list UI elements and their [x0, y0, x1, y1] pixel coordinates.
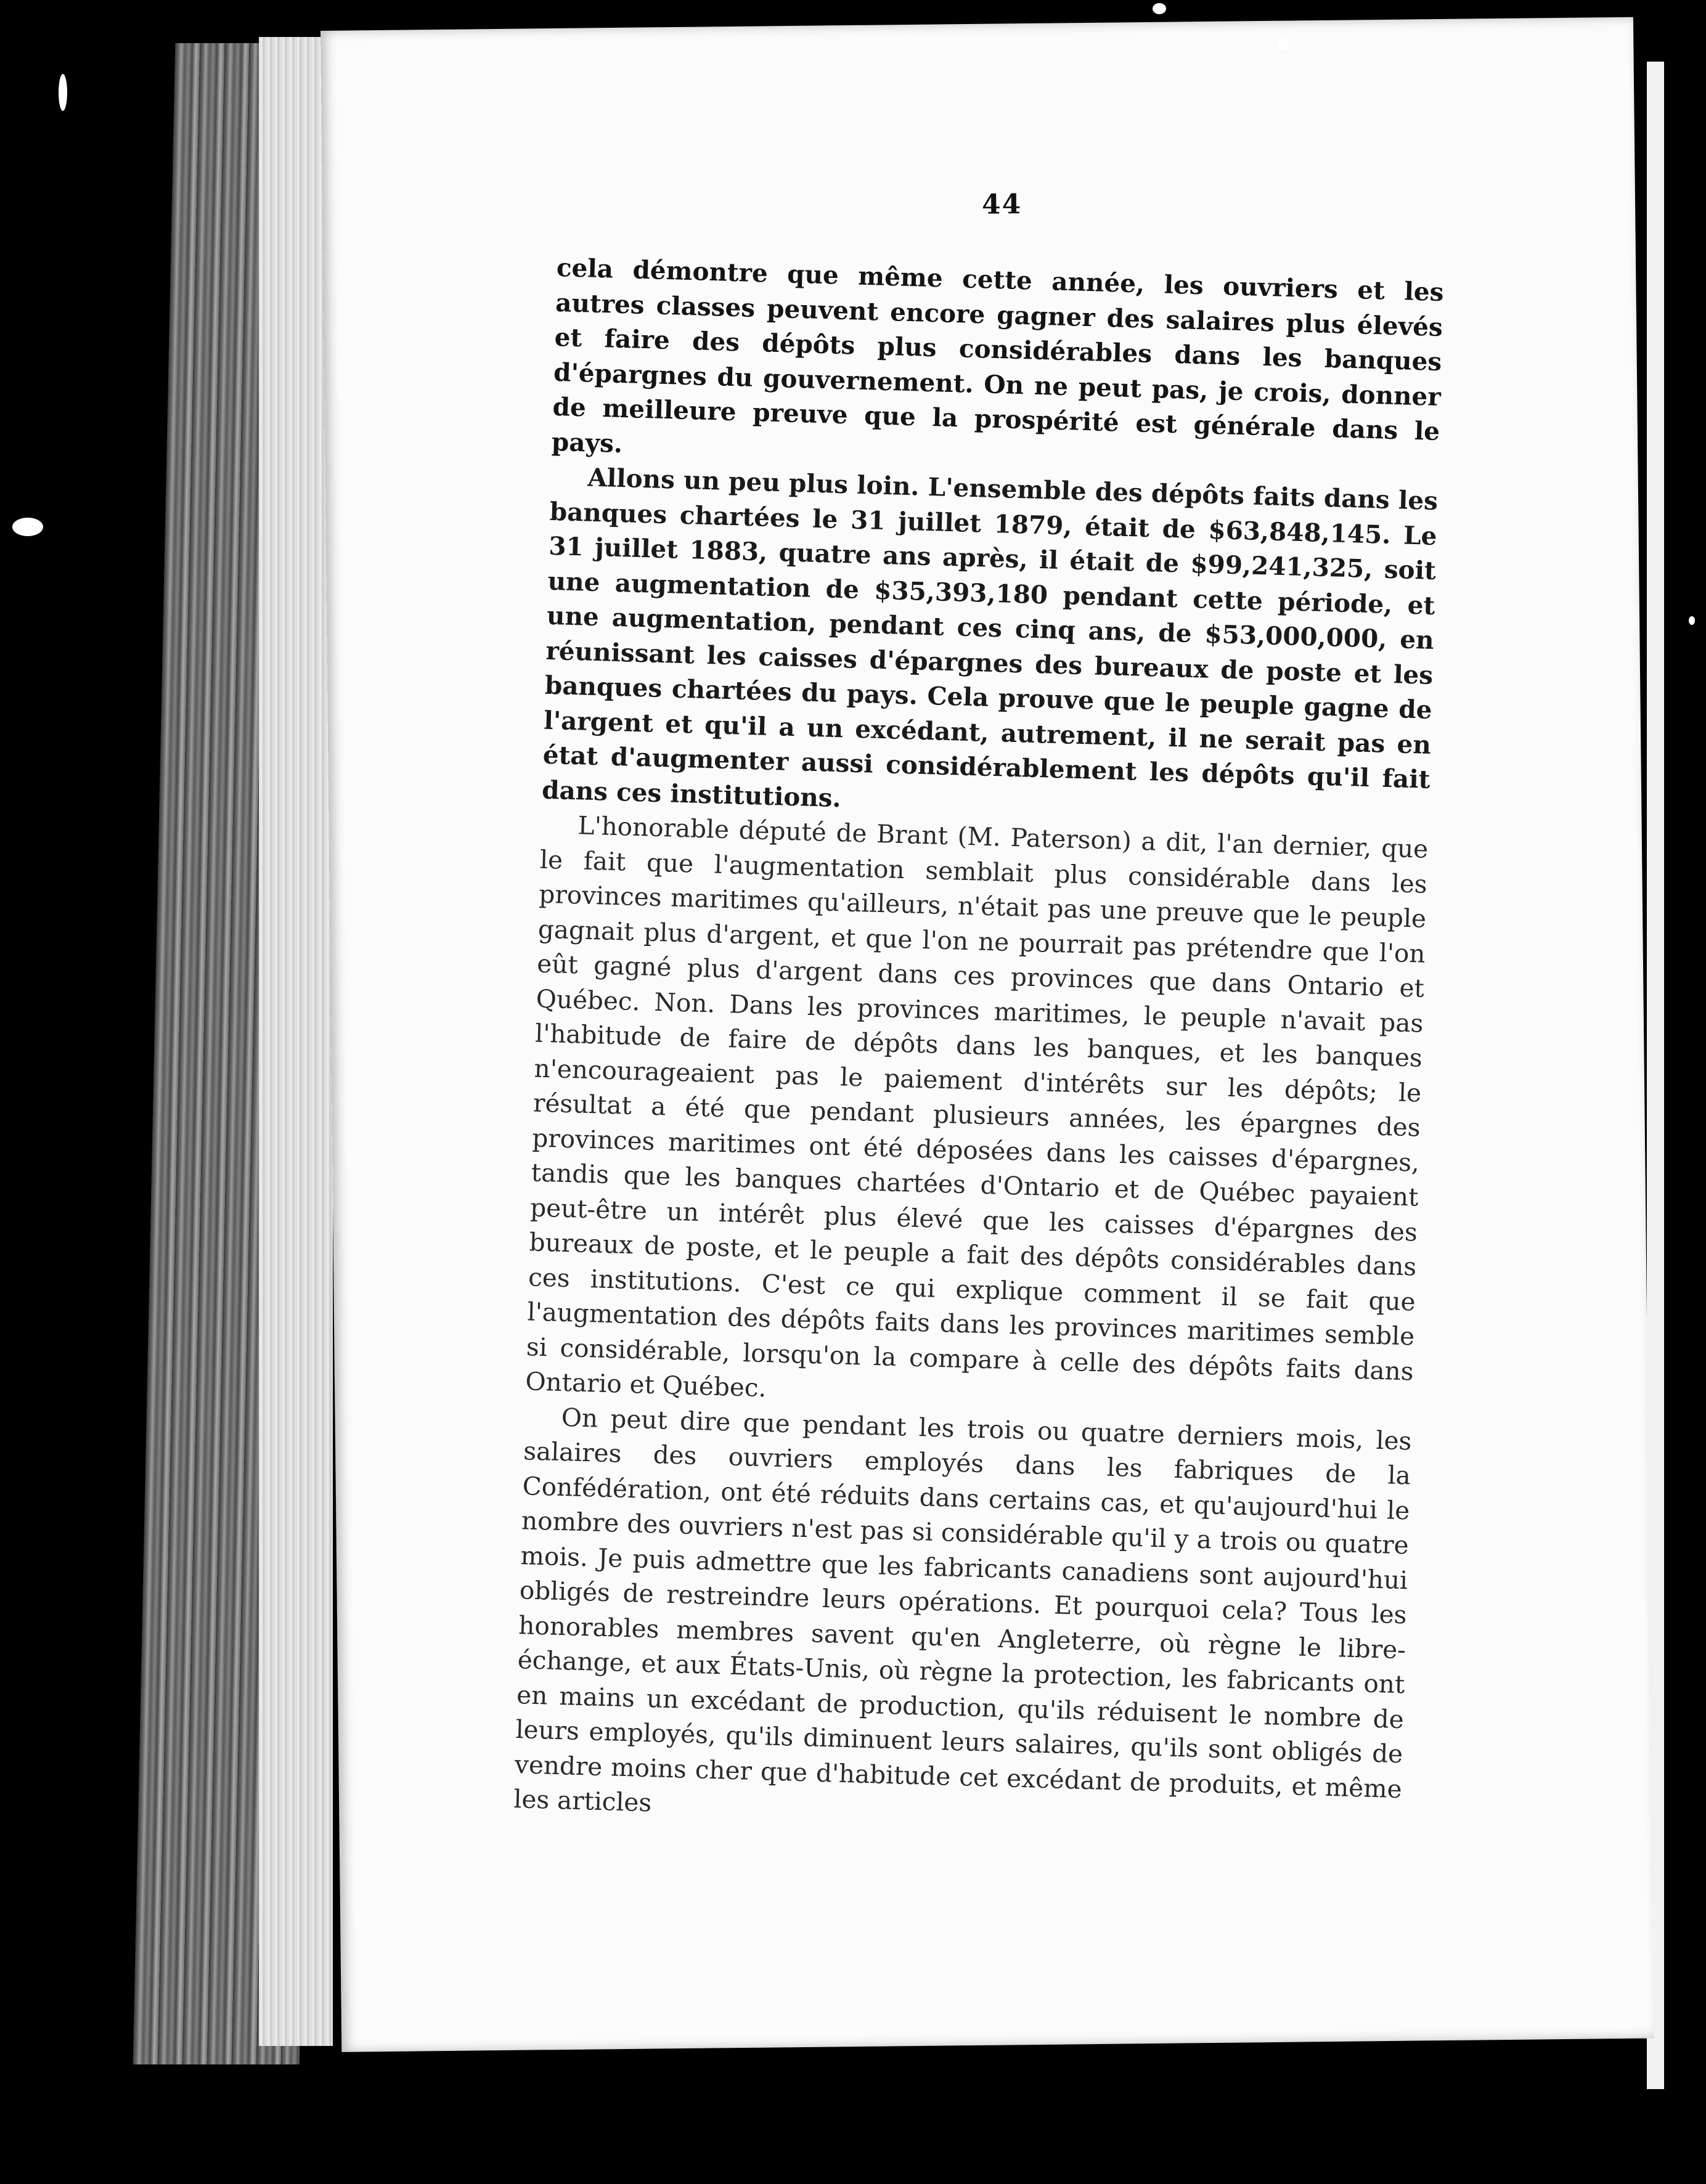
- paragraph-2: Allons un peu plus loin. L'ensemble des dépôts faits dans les banques chartées le 31 juillet 1879, était de $63,848,145. Le 31 juillet 1883, quatre ans après, il était de $99,241,325, soit une augmentation de $35,393,180 pendant cette période, et une augmentation, pendant ces cinq ans, de $53,000,000, en réunissant les caisses d'épargnes des bureaux de poste et les banques chartées du pays. Cela prouve que le peuple gagne de l'argent et qu'il a un excédant, autrement, il ne serait pas en état d'augmenter aussi considérablement les dépôts qu'il fait dans ces institutions.: [541, 462, 1439, 813]
- scan-speck: [1689, 616, 1695, 625]
- paragraph-4: On peut dire que pendant les trois ou quatre derniers mois, les salaires des ouvriers employés dans les fabriques de la Confédération, ont été réduits dans certains cas, et qu'aujourd'hui le nombre des ouvriers n'est pas si considérable qu'il y a trois ou quatre mois. Je puis admettre que les fabricants canadiens sont aujourd'hui obligés de restreindre leurs opérations. Et pourquoi cela? Tous les honorables membres savent qu'en Angleterre, où règne le libre-échange, et aux États-Unis, où règne la protection, les fabricants ont en mains un excédant de production, qu'ils réduisent le nombre de leurs employés, qu'ils diminuent leurs salaires, qu'ils sont obligés de vendre moins cher que d'habitude cet excédant de produits, et même les articles: [513, 1402, 1413, 1818]
- book-page: [320, 17, 1654, 2052]
- paragraph-3: L'honorable député de Brant (M. Paterson) a dit, l'an dernier, que le fait que l'augmentation semblait plus considérable dans les provinces maritimes qu'ailleurs, n'était pas une preuve que le peuple gagnait plus d'argent, et que l'on ne pourrait pas prétendre que l'on eût gagné plus d'argent dans ces provinces que dans Ontario et Québec. Non. Dans les provinces maritimes, le peuple n'avait pas l'habitude de faire de dépôts dans les banques, et les banques n'encourageaient pas le paiement d'intérêts sur les dépôts; le résultat a été que pendant plusieurs années, les épargnes des provinces maritimes ont été déposées dans les caisses d'épargnes, tandis que les banques chartées d'Ontario et de Québec payaient peut-être un intérêt plus élevé que les caisses d'épargnes des bureaux de poste, et le peuple a fait des dépôts considérables dans ces institutions. C'est ce qui explique comment il se fait que l'augmentation des dépôts faits dans les provinces maritimes semble si considérable, lorsqu'on la compare à celle des dépôts faits dans Ontario et Québec.: [524, 810, 1429, 1403]
- paragraph-1: cela démontre que même cette année, les ouvriers et les autres classes peuvent encore gagner des salaires plus élevés et faire des dépôts plus considérables dans les banques d'épargnes du gouvernement. On ne peut pas, je crois, donner de meilleure preuve que la prospérité est générale dans le pays.: [551, 252, 1445, 458]
- scan-speck: [59, 74, 67, 111]
- scan-speck: [12, 518, 43, 536]
- page-number: 44: [981, 189, 1022, 221]
- scan-speck: [1153, 3, 1166, 14]
- body-text: [513, 250, 1444, 1841]
- scan-speck: [1279, 37, 1289, 51]
- page-stack-edge: [259, 37, 333, 2046]
